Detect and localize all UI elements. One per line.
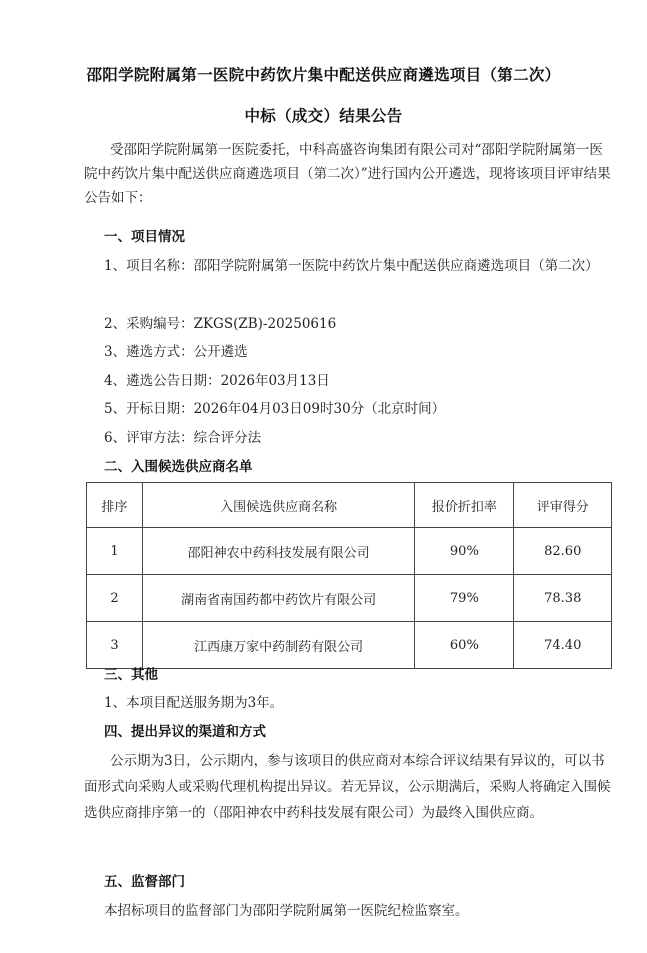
cell-discount-rate: 90% xyxy=(415,528,514,575)
table-row xyxy=(87,528,612,575)
header-supplier-name: 入围候选供应商名称 xyxy=(142,483,414,528)
header-score: 评审得分 xyxy=(514,483,612,528)
title-line-2: 中标（成交）结果公告 xyxy=(244,107,403,125)
section-3-heading: 三、其他 xyxy=(104,667,158,683)
supervision-text: 本招标项目的监督部门为邵阳学院附属第一医院纪检监察室。 xyxy=(104,903,469,919)
title-line-1: 邵阳学院附属第一医院中药饮片集中配送供应商遴选项目（第二次） xyxy=(86,66,561,84)
table-row xyxy=(87,575,612,622)
table-row xyxy=(87,622,612,669)
section-5-heading: 五、监督部门 xyxy=(104,874,185,890)
cell-supplier-name: 湖南省南国药都中药饮片有限公司 xyxy=(142,575,414,622)
objection-paragraph: 公示期为3日，公示期内，参与该项目的供应商对本综合评议结果有异议的，可以书面形式向采购人或采购代理机构提出异议。若无异议，公示期满后，采购人将确定入围候选供应商排序第一的（邵阳神农中药科技发展有限公司）为最终入围供应商。 xyxy=(84,753,611,821)
cell-discount-rate: 79% xyxy=(415,575,514,622)
cell-supplier-name: 邵阳神农中药科技发展有限公司 xyxy=(142,528,414,575)
cell-rank: 3 xyxy=(87,622,143,669)
cell-discount-rate: 60% xyxy=(415,622,514,669)
header-discount-rate: 报价折扣率 xyxy=(415,483,514,528)
procurement-number-item: 2、采购编号：ZKGS(ZB)-20250616 xyxy=(104,316,337,332)
cell-score: 74.40 xyxy=(514,622,612,669)
cell-score: 82.60 xyxy=(514,528,612,575)
cell-rank: 2 xyxy=(87,575,143,622)
section-1-heading: 一、项目情况 xyxy=(104,229,185,245)
supplier-table xyxy=(86,482,612,669)
table-header-row xyxy=(87,483,612,528)
intro-paragraph: 受邵阳学院附属第一医院委托，中科高盛咨询集团有限公司对“邵阳学院附属第一医院中药饮片集中配送供应商遴选项目（第二次）”进行国内公开遴选，现将该项目评审结果公告如下： xyxy=(84,142,611,206)
announcement-date-item: 4、遴选公告日期：2026年03月13日 xyxy=(104,373,330,389)
bid-opening-date-item: 5、开标日期：2026年04月03日09时30分（北京时间） xyxy=(104,401,446,417)
project-name-item: 1、项目名称：邵阳学院附属第一医院中药饮片集中配送供应商遴选项目（第二次） xyxy=(104,258,599,274)
cell-supplier-name: 江西康万家中药制药有限公司 xyxy=(142,622,414,669)
selection-method-item: 3、遴选方式：公开遴选 xyxy=(104,344,248,360)
service-period-item: 1、本项目配送服务期为3年。 xyxy=(104,695,284,711)
evaluation-method-item: 6、评审方法：综合评分法 xyxy=(104,430,262,446)
cell-score: 78.38 xyxy=(514,575,612,622)
section-2-heading: 二、入围候选供应商名单 xyxy=(104,459,253,475)
cell-rank: 1 xyxy=(87,528,143,575)
header-rank: 排序 xyxy=(87,483,143,528)
section-4-heading: 四、提出异议的渠道和方式 xyxy=(104,724,266,740)
